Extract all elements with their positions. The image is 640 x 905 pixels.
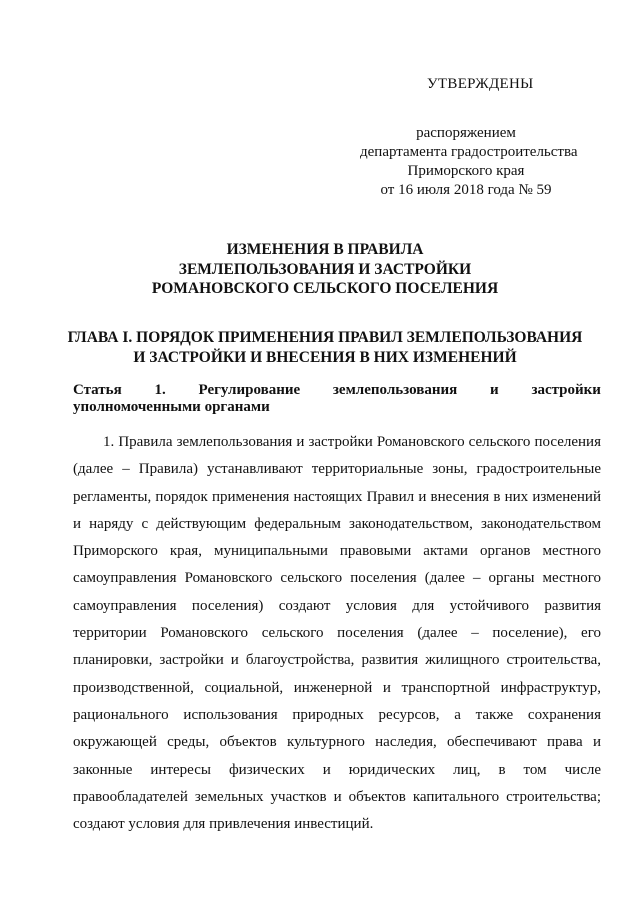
- decree-line: департамента градостроительства: [360, 144, 578, 160]
- document-title-line: ЗЕМЛЕПОЛЬЗОВАНИЯ И ЗАСТРОЙКИ: [178, 260, 472, 278]
- decree-line: распоряжением: [416, 125, 516, 141]
- article-heading-line: уполномоченными органами: [73, 399, 270, 415]
- document-title-line: РОМАНОВСКОГО СЕЛЬСКОГО ПОСЕЛЕНИЯ: [151, 280, 499, 297]
- paragraph-1: 1. Правила землепользования и застройки Романовского сельского поселения (далее – Правила) устанавливают территориальные зоны, градостроительные регламенты, порядок применения настоящих Правил и внесения в них изменений и наряду с действующим федеральным законодательством, законодательством Приморского края, муниципальными правовыми актами органов местного самоуправления Романовского сельского поселения (далее – органы местного самоуправления поселения) создают условия для устойчивого развития территории Романовского сельского поселения (далее – поселение), его планировки, застройки и благоустройства, развития жилищного строительства, производственной, социальной, инженерной и транспортной инфраструктур, рационального использования природных ресурсов, а также сохранения окружающей среды, объектов культурного наследия, обеспечивают права и законные интересы физических и юридических лиц, в том числе правообладателей земельных участков и объектов капитального строительства; создают условия для привлечения инвестиций.: [73, 434, 601, 833]
- document-title: [60, 240, 590, 299]
- approved-heading: УТВЕРЖДЕНЫ: [427, 76, 534, 92]
- decree-reference: [360, 124, 578, 200]
- chapter-heading-line: И ЗАСТРОЙКИ И ВНЕСЕНИЯ В НИХ ИЗМЕНЕНИЙ: [133, 348, 517, 366]
- article-word: и: [490, 382, 499, 398]
- article-heading-line: [73, 382, 601, 399]
- chapter-heading: [60, 328, 590, 367]
- decree-line: от 16 июля 2018 года № 59: [380, 182, 552, 198]
- chapter-heading-line: ГЛАВА I. ПОРЯДОК ПРИМЕНЕНИЯ ПРАВИЛ ЗЕМЛЕПОЛЬЗОВАНИЯ: [67, 329, 583, 346]
- article-word: застройки: [531, 382, 601, 398]
- document-title-line: ИЗМЕНЕНИЯ В ПРАВИЛА: [226, 241, 424, 258]
- article-word: землепользования: [332, 382, 458, 398]
- article-heading: [73, 382, 601, 416]
- article-word: Регулирование: [198, 382, 301, 398]
- article-word: Статья: [73, 382, 122, 398]
- article-word: 1.: [154, 382, 166, 398]
- decree-line: Приморского края: [407, 163, 525, 179]
